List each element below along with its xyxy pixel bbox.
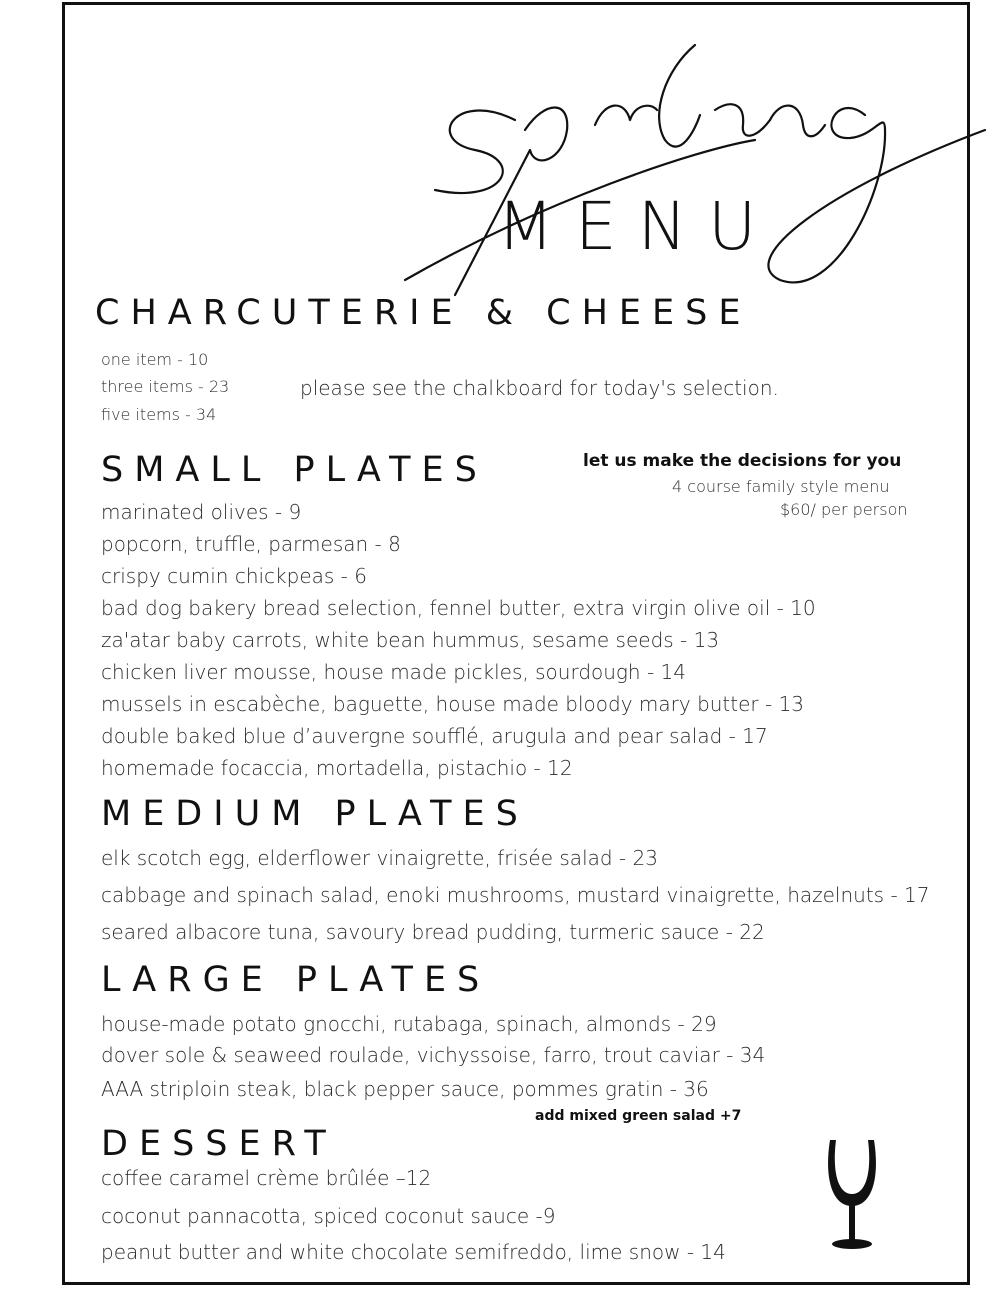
family-style-price: $60/ per person bbox=[780, 500, 908, 519]
charcuterie-note: please see the chalkboard for today's selection. bbox=[300, 376, 779, 400]
list-item: coffee caramel crème brûlée –12 bbox=[101, 1166, 432, 1190]
list-item: peanut butter and white chocolate semifreddo, lime snow - 14 bbox=[101, 1240, 726, 1264]
small-plates-heading: SMALL PLATES bbox=[101, 450, 488, 490]
list-item: popcorn, truffle, parmesan - 8 bbox=[101, 532, 401, 556]
family-style-line: 4 course family style menu bbox=[672, 477, 890, 496]
charcuterie-option: one item - 10 bbox=[101, 350, 209, 369]
salad-addon: add mixed green salad +7 bbox=[535, 1108, 742, 1124]
list-item: elk scotch egg, elderflower vinaigrette, frisée salad - 23 bbox=[101, 846, 658, 870]
family-style-heading: let us make the decisions for you bbox=[583, 451, 902, 471]
list-item: dover sole & seaweed roulade, vichyssoise, farro, trout caviar - 34 bbox=[101, 1043, 766, 1067]
list-item: AAA striploin steak, black pepper sauce, pommes gratin - 36 bbox=[101, 1077, 709, 1101]
list-item: chicken liver mousse, house made pickles, sourdough - 14 bbox=[101, 660, 686, 684]
list-item: seared albacore tuna, savoury bread pudding, turmeric sauce - 22 bbox=[101, 920, 765, 944]
list-item: za'atar baby carrots, white bean hummus, sesame seeds - 13 bbox=[101, 628, 720, 652]
list-item: double baked blue d’auvergne soufflé, arugula and pear salad - 17 bbox=[101, 724, 768, 748]
charcuterie-heading: CHARCUTERIE & CHEESE bbox=[95, 293, 752, 333]
list-item: bad dog bakery bread selection, fennel butter, extra virgin olive oil - 10 bbox=[101, 596, 816, 620]
charcuterie-option: three items - 23 bbox=[101, 377, 230, 396]
list-item: homemade focaccia, mortadella, pistachio - 12 bbox=[101, 756, 573, 780]
menu-title: MENU bbox=[497, 188, 778, 265]
wine-glass-horseshoe-icon bbox=[822, 1138, 882, 1250]
list-item: mussels in escabèche, baguette, house made bloody mary butter - 13 bbox=[101, 692, 805, 716]
medium-plates-heading: MEDIUM PLATES bbox=[101, 794, 529, 834]
list-item: marinated olives - 9 bbox=[101, 500, 302, 524]
dessert-heading: DESSERT bbox=[101, 1124, 337, 1164]
list-item: cabbage and spinach salad, enoki mushrooms, mustard vinaigrette, hazelnuts - 17 bbox=[101, 883, 930, 907]
large-plates-heading: LARGE PLATES bbox=[101, 960, 491, 1000]
list-item: crispy cumin chickpeas - 6 bbox=[101, 564, 367, 588]
list-item: coconut pannacotta, spiced coconut sauce -9 bbox=[101, 1204, 556, 1228]
charcuterie-option: five items - 34 bbox=[101, 405, 217, 424]
list-item: house-made potato gnocchi, rutabaga, spinach, almonds - 29 bbox=[101, 1012, 717, 1036]
